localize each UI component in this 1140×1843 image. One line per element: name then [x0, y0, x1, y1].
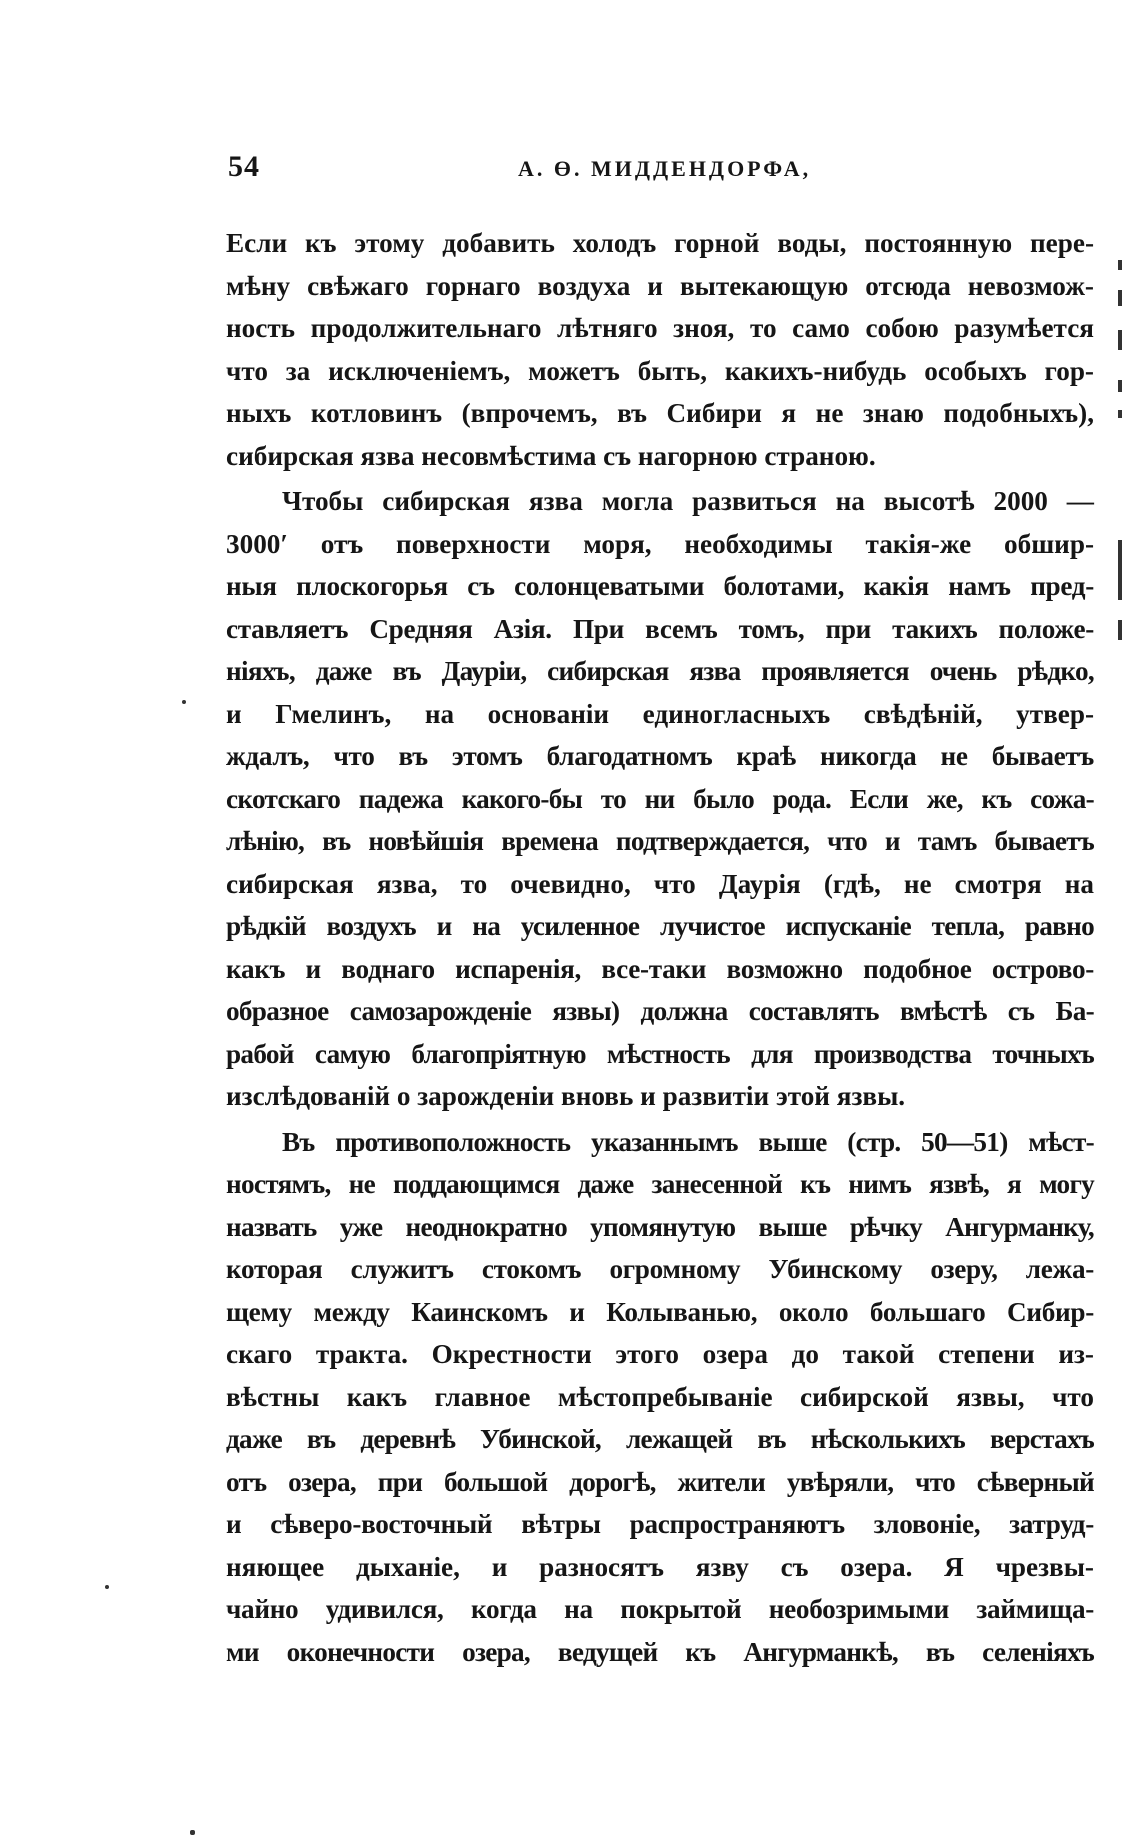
text-line: Чтобы сибирская язва могла развиться на высотѣ 2000 —	[282, 486, 1094, 516]
text-line: ныя плоскогорья съ солонцеватыми болотами, какія намъ пред-	[226, 571, 1094, 601]
text-line: ставляетъ Средняя Азія. При всемъ томъ, при такихъ положе-	[226, 613, 1094, 644]
text-line: сибирская язва несовмѣстима съ нагорною страною.	[226, 440, 876, 471]
text-line: и сѣверо-восточный вѣтры распространяютъ зловоніе, затруд-	[226, 1509, 1094, 1539]
text-line: назвать уже неоднократно упомянутую выше рѣчку Ангурманку,	[226, 1211, 1094, 1242]
scan-edge-marks	[1118, 260, 1124, 660]
text-line: ніяхъ, даже въ Дауріи, сибирская язва проявляется очень рѣдко,	[226, 656, 1094, 686]
text-line: даже въ деревнѣ Убинской, лежащей въ нѣсколькихъ верстахъ	[226, 1424, 1094, 1454]
text-line: скаго тракта. Окрестности этого озера до такой степени из-	[226, 1339, 1094, 1369]
text-line: ми оконечности озера, ведущей къ Ангурманкѣ, въ селеніяхъ	[226, 1636, 1094, 1667]
text-line: ждалъ, что въ этомъ благодатномъ краѣ никогда не бываетъ	[226, 741, 1094, 771]
scan-speck	[182, 700, 186, 704]
text-line: какъ и воднаго испаренія, все-таки возможно подобное острово-	[226, 953, 1094, 984]
text-line: отъ озера, при большой дорогѣ, жители увѣряли, что сѣверный	[226, 1466, 1094, 1497]
text-line: которая служитъ стокомъ огромному Убинскому озеру, лежа-	[226, 1254, 1094, 1284]
text-line: чайно удивился, когда на покрытой необозримыми займища-	[226, 1594, 1094, 1624]
scan-speck	[190, 1830, 195, 1835]
page-header	[228, 150, 1108, 190]
scan-speck	[105, 1585, 109, 1589]
text-line: вѣстны какъ главное мѣстопребываніе сибирской язвы, что	[226, 1381, 1094, 1412]
text-line: Въ противоположность указаннымъ выше (стр. 50—51) мѣст-	[282, 1126, 1094, 1157]
text-line: ностямъ, не поддающимся даже занесенной къ нимъ язвѣ, я могу	[226, 1169, 1094, 1199]
text-line: няющее дыханіе, и разносятъ язву съ озера. Я чрезвы-	[226, 1551, 1094, 1582]
text-line: ность продолжительнаго лѣтняго зноя, то само собою разумѣется	[226, 313, 1094, 343]
text-line: сибирская язва, то очевидно, что Даурія (гдѣ, не смотря на	[226, 868, 1094, 899]
text-line: Если къ этому добавить холодъ горной воды, постоянную пере-	[226, 228, 1094, 258]
text-line: рѣдкій воздухъ и на усиленное лучистое испусканіе тепла, равно	[226, 911, 1094, 941]
text-line: 3000′ отъ поверхности моря, необходимы такія-же обшир-	[226, 528, 1094, 559]
text-line: лѣнію, въ новѣйшія времена подтверждается, что и тамъ бываетъ	[226, 826, 1094, 856]
text-line: изслѣдованій о зарожденіи вновь и развитіи этой язвы.	[226, 1081, 906, 1111]
running-head: А. Ө. МИДДЕНДОРФА,	[518, 156, 812, 181]
text-line: рабой самую благопріятную мѣстность для производства точныхъ	[226, 1038, 1094, 1069]
text-line: мѣну свѣжаго горнаго воздуха и вытекающую отсюда невозмож-	[226, 270, 1094, 301]
text-line: образное самозарожденіе язвы) должна составлять вмѣстѣ съ Ба-	[226, 996, 1094, 1026]
body-text	[226, 222, 1094, 1673]
text-line: и Гмелинъ, на основаніи единогласныхъ свѣдѣній, утвер-	[226, 698, 1094, 729]
text-line: скотскаго падежа какого-бы то ни было рода. Если же, къ сожа-	[226, 783, 1094, 814]
text-line: щему между Каинскомъ и Колыванью, около большаго Сибир-	[226, 1296, 1094, 1327]
text-line: ныхъ котловинъ (впрочемъ, въ Сибири я не знаю подобныхъ),	[226, 398, 1094, 428]
text-line: что за исключеніемъ, можетъ быть, какихъ-нибудь особыхъ гор-	[226, 355, 1094, 386]
page-number: 54	[228, 150, 260, 183]
